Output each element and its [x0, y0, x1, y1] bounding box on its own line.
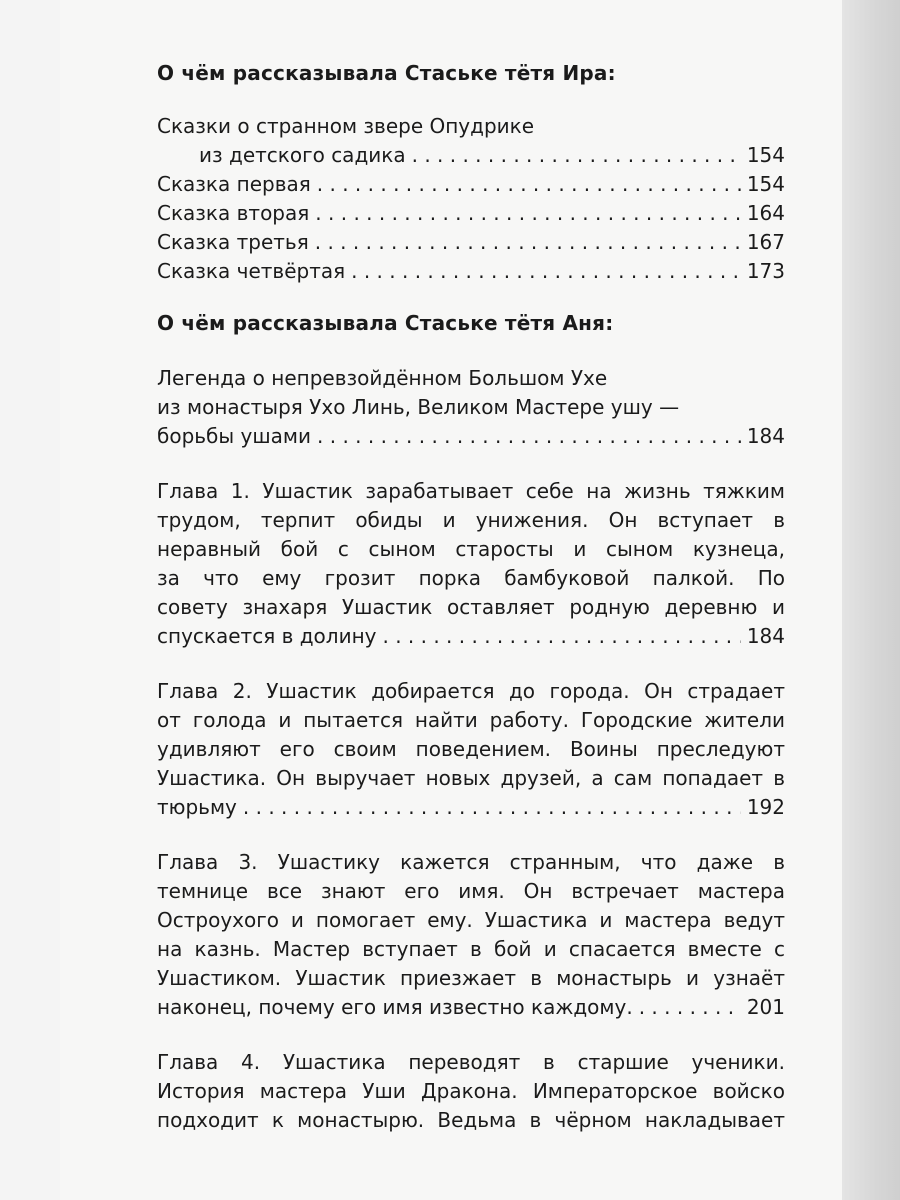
chapter-text-line: Ушастиком. Ушастик приезжает в монастырь и узнаёт	[157, 966, 785, 990]
toc-entry-title: Сказка третья	[157, 230, 309, 254]
chapter-text-line: тюрьму	[157, 795, 237, 819]
chapter-text-line: неравный бой с сыном старосты и сыном кузнеца,	[157, 537, 785, 561]
chapter-text-line: Глава 4. Ушастика переводят в старшие ученики.	[157, 1050, 785, 1074]
leader-dots	[243, 793, 741, 822]
chapter-3-entry	[157, 848, 785, 1022]
page-edge	[842, 0, 900, 1200]
toc-entry	[157, 257, 785, 286]
page-number: 192	[746, 795, 785, 819]
toc-entry-row	[157, 793, 785, 822]
section-heading-anya: О чём рассказывала Стаське тётя Аня:	[157, 311, 614, 335]
toc-entry-opudrik	[157, 112, 785, 170]
chapter-text-line: от голода и пытается найти работу. Городские жители	[157, 708, 785, 732]
page-number: 184	[746, 424, 785, 448]
leader-dots	[315, 228, 741, 257]
leader-dots	[317, 422, 741, 451]
table-of-contents	[157, 52, 785, 1161]
chapter-text-line: на казнь. Мастер вступает в бой и спасается вместе с	[157, 937, 785, 961]
toc-entry	[157, 199, 785, 228]
chapter-text-line: История мастера Уши Дракона. Императорское войско	[157, 1079, 785, 1103]
toc-entry-title-cont: из детского садика	[199, 143, 406, 167]
toc-entry-title: Сказки о странном звере Опудрике	[157, 114, 535, 138]
chapter-text-line: Глава 2. Ушастик добирается до города. Он страдает	[157, 679, 785, 703]
leader-dots	[317, 170, 741, 199]
toc-entry-title-cont: борьбы ушами	[157, 424, 312, 448]
toc-entry-title: Легенда о непревзойдённом Большом Ухе	[157, 366, 608, 390]
chapter-text-line: спускается в долину	[157, 624, 377, 648]
toc-entry-title: Сказка четвёртая	[157, 259, 346, 283]
toc-entry	[157, 170, 785, 199]
page-number: 154	[746, 172, 785, 196]
leader-dots	[315, 199, 741, 228]
toc-entry-row	[157, 622, 785, 651]
chapter-2-entry	[157, 677, 785, 822]
leader-dots	[639, 993, 741, 1022]
section-heading-ira: О чём рассказывала Стаське тётя Ира:	[157, 61, 616, 85]
chapter-4-entry	[157, 1048, 785, 1135]
chapter-text-line: Глава 1. Ушастик зарабатывает себе на жизнь тяжким	[157, 479, 785, 503]
toc-entry-title: Сказка вторая	[157, 201, 310, 225]
page-number: 173	[746, 259, 785, 283]
toc-entry-title-cont: из монастыря Ухо Линь, Великом Мастере ушу —	[157, 395, 680, 419]
chapter-text-line: трудом, терпит обиды и унижения. Он вступает в	[157, 508, 785, 532]
toc-entry-row	[157, 141, 785, 170]
chapter-text-line: темнице все знают его имя. Он встречает мастера	[157, 879, 785, 903]
toc-entry-row	[157, 422, 785, 451]
toc-entry-title: Сказка первая	[157, 172, 311, 196]
chapter-text-line: Глава 3. Ушастику кажется странным, что даже в	[157, 850, 785, 874]
chapter-1-entry	[157, 477, 785, 651]
chapter-text-line: Ушастика. Он выручает новых друзей, а сам попадает в	[157, 766, 785, 790]
toc-entry-legend	[157, 364, 785, 451]
chapter-text-line: удивляют его своим поведением. Воины преследуют	[157, 737, 785, 761]
page-number: 164	[746, 201, 785, 225]
chapter-text-line: совету знахаря Ушастик оставляет родную деревню и	[157, 595, 785, 619]
chapter-text-line: подходит к монастырю. Ведьма в чёрном накладывает	[157, 1108, 785, 1132]
page-number: 167	[746, 230, 785, 254]
toc-entry-row	[157, 993, 785, 1022]
page-number: 154	[746, 143, 785, 167]
leader-dots	[382, 622, 740, 651]
leader-dots	[351, 257, 741, 286]
chapter-text-line: наконец, почему его имя известно каждому.	[157, 995, 633, 1019]
leader-dots	[412, 141, 741, 170]
toc-entry	[157, 228, 785, 257]
page-number: 184	[746, 624, 785, 648]
chapter-text-line: за что ему грозит порка бамбуковой палкой. По	[157, 566, 785, 590]
chapter-text-line: Остроухого и помогает ему. Ушастика и мастера ведут	[157, 908, 785, 932]
page-number: 201	[746, 995, 785, 1019]
